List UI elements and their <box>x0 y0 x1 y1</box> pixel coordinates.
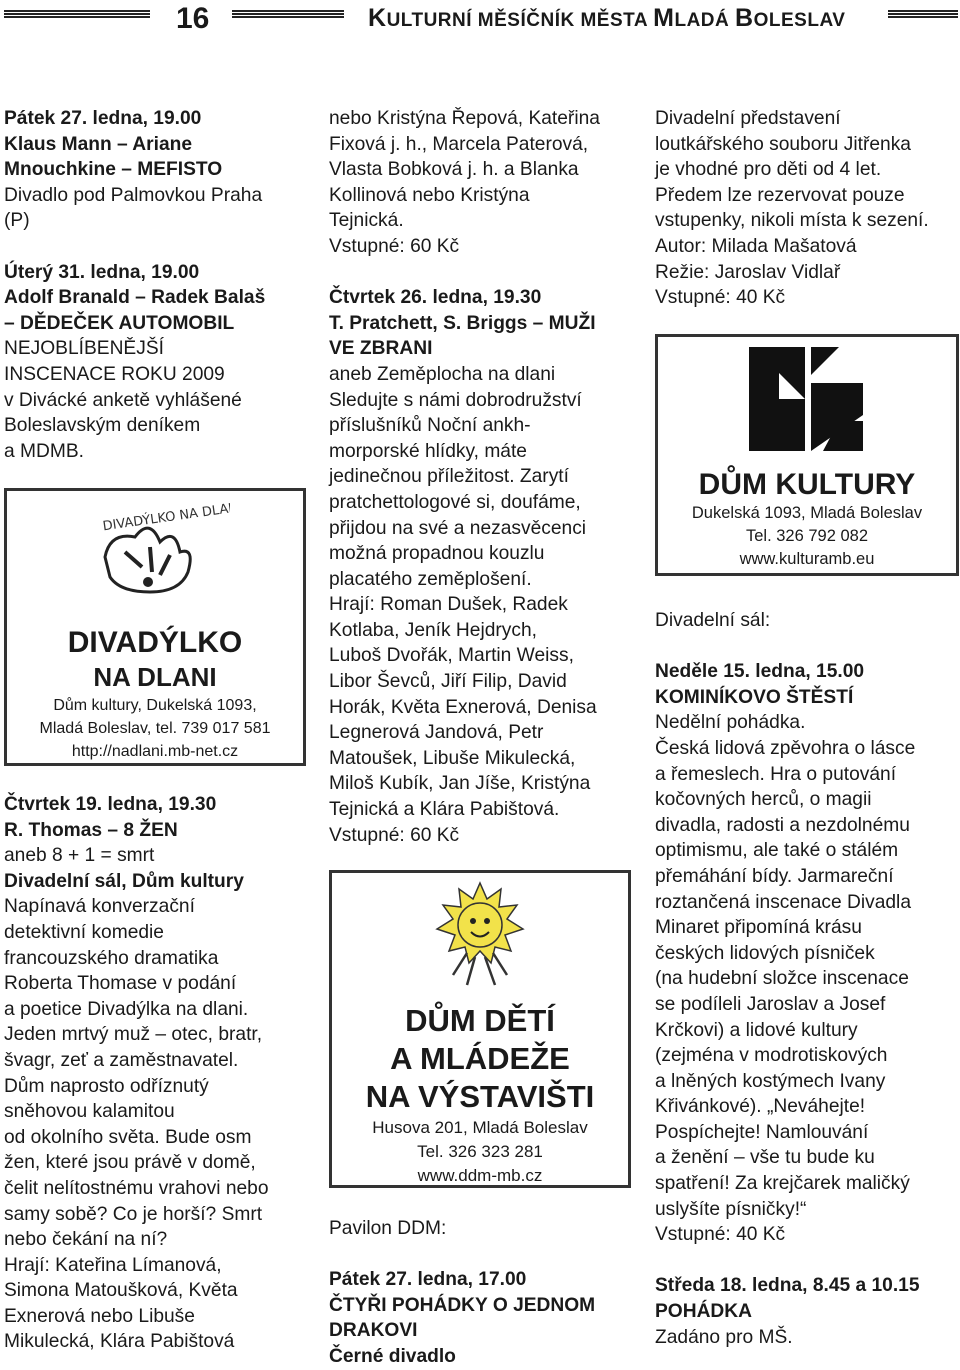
dum-kultury-logo-icon <box>743 343 871 455</box>
text-line: příslušníků Noční ankh- <box>329 415 531 437</box>
text-line: Mikulecká, Klára Pabištová <box>4 1331 235 1353</box>
header-rule-left <box>4 10 150 19</box>
text-line: (P) <box>4 210 30 232</box>
ad-url: www.ddm-mb.cz <box>417 1166 543 1185</box>
event-heading: Čtvrtek 26. ledna, 19.30 <box>329 287 542 309</box>
text-line: Autor: Milada Mašatová <box>655 235 857 257</box>
text-line: od okolního světa. Bude osm <box>4 1126 252 1148</box>
text-line: INSCENACE ROKU 2009 <box>4 363 225 385</box>
ad-phone: Mladá Boleslav, tel. 739 017 581 <box>39 720 271 737</box>
event-description <box>4 894 304 1355</box>
event-venue: Divadelní sál, Dům kultury <box>4 870 244 892</box>
text-line: Nedělní pohádka. <box>655 712 806 734</box>
text-line: Miloš Kubík, Jan Jíše, Kristýna <box>329 773 591 795</box>
page-number: 16 <box>176 2 210 35</box>
ad-address: Husova 201, Mladá Boleslav <box>372 1118 588 1137</box>
text-line: se podíleli Jaroslav a Josef <box>655 993 886 1015</box>
sun-mascot-icon <box>405 877 555 989</box>
text-line: nebo Kristýna Řepová, Kateřina <box>329 108 600 129</box>
text-line: loutkářského souboru Jitřenka <box>655 133 911 155</box>
text-line: přemáhání bídy. Jarmareční <box>655 865 894 887</box>
text-line: optimismu, ale také o stálém <box>655 840 899 862</box>
text-line: NEJOBLÍBENĚJŠÍ <box>4 338 164 360</box>
event-heading: DRAKOVI <box>329 1320 418 1342</box>
event-heading: Klaus Mann – Ariane <box>4 133 193 155</box>
ad-title: DIVADÝLKO <box>67 626 243 659</box>
text-line: Minaret připomíná krásu <box>655 917 862 939</box>
ad-phone: Tel. 326 323 281 <box>417 1142 543 1161</box>
text-line: aneb 8 + 1 = smrt <box>4 845 155 867</box>
header-rule-middle <box>232 10 344 19</box>
ad-phone: Tel. 326 792 082 <box>745 527 869 545</box>
text-line: Divadelní představení <box>655 108 841 129</box>
header-rule-right <box>888 10 958 19</box>
ad-title: DŮM KULTURY <box>698 468 916 501</box>
ad-title: A MLÁDEŽE <box>390 1041 570 1076</box>
event-heading: Pátek 27. ledna, 17.00 <box>329 1269 527 1291</box>
text-line: Vstupné: 40 Kč <box>655 1224 786 1246</box>
text-line: sněhovou kalamitou <box>4 1101 175 1123</box>
text-line: francouzského dramatika <box>4 947 219 969</box>
event-description <box>329 362 629 848</box>
text-line: Tejnická a Klára Pabištová. <box>329 799 560 821</box>
text-line: Boleslavským deníkem <box>4 415 201 437</box>
text-line: kočovných herců, o magii <box>655 789 872 811</box>
column-2 <box>329 106 629 848</box>
text-line: Libor Ševců, Jiří Filip, David <box>329 671 567 693</box>
text-line: roztančená inscenace Divadla <box>655 891 911 913</box>
text-line: Roberta Thomase v podání <box>4 973 237 995</box>
text-line: aneb Zeměplocha na dlani <box>329 363 556 385</box>
text-line: Horák, Květa Exnerová, Denisa <box>329 696 597 718</box>
text-line: a ženění – vše tu bude ku <box>655 1147 875 1169</box>
event-heading: POHÁDKA <box>655 1301 753 1323</box>
event-heading: VE ZBRANI <box>329 338 433 360</box>
text-line: uslyšíte písničky!“ <box>655 1198 807 1220</box>
text-line: Vstupné: 40 Kč <box>655 287 786 309</box>
text-line: detektivní komedie <box>4 921 164 943</box>
text-line: Legnerová Jandová, Petr <box>329 722 544 744</box>
column-2-lower <box>329 1216 629 1370</box>
text-line: čelit nelítostnému vrahovi nebo <box>4 1177 269 1199</box>
text-line: nebo čekání na ní? <box>4 1229 168 1251</box>
ad-address: Dukelská 1093, Mladá Boleslav <box>691 504 923 522</box>
text-line: žen, které jsou právě v domě, <box>4 1152 256 1174</box>
text-line: Vlasta Bobková j. h. a Blanka <box>329 159 579 181</box>
ad-url: http://nadlani.mb-net.cz <box>71 743 239 760</box>
event-description <box>655 106 955 311</box>
ad-title: NA DLANI <box>93 662 217 692</box>
event-heading: ČTYŘI POHÁDKY O JEDNOM <box>329 1294 596 1316</box>
text-line: možná propadnou kouzlu <box>329 543 545 565</box>
event-heading: Čtvrtek 19. ledna, 19.30 <box>4 794 217 815</box>
text-line: Hrají: Roman Dušek, Radek <box>329 594 568 616</box>
text-line: Simona Matoušková, Květa <box>4 1280 238 1302</box>
text-line: a lněných kostýmech Ivany <box>655 1070 886 1092</box>
text-line: je vhodné pro děti od 4 let. <box>655 159 882 181</box>
event-heading: Pátek 27. ledna, 19.00 <box>4 108 202 129</box>
event-heading: Černé divadlo <box>329 1345 456 1367</box>
event-heading: Mnouchkine – MEFISTO <box>4 159 223 181</box>
text-line: přijdou na své a nezasvěcenci <box>329 517 587 539</box>
event-heading: KOMINÍKOVO ŠTĚSTÍ <box>655 686 854 708</box>
text-line: (na hudební složce inscenace <box>655 968 909 990</box>
column-1 <box>4 106 304 464</box>
text-line: Matoušek, Libuše Mikulecká, <box>329 747 576 769</box>
column-3 <box>655 106 955 311</box>
event-heading: T. Pratchett, S. Briggs – MUŽI <box>329 312 596 334</box>
text-line: Divadlo pod Palmovkou Praha <box>4 184 263 206</box>
text-line: Tejnická. <box>329 210 404 232</box>
text-line: spatření! Za krejčarek maličký <box>655 1173 910 1195</box>
event-heading: R. Thomas – 8 ŽEN <box>4 819 178 841</box>
text-line: Fixová j. h., Marcela Paterová, <box>329 133 589 155</box>
text-line: divadla, radosti a nezdolnému <box>655 814 910 836</box>
text-line: a řemeslech. Hra o putování <box>655 763 897 785</box>
ad-title: NA VÝSTAVIŠTI <box>365 1079 595 1114</box>
event-description <box>655 710 955 1247</box>
text-line: Předem lze rezervovat pouze <box>655 184 905 206</box>
ad-dum-deti-a-mladeze <box>329 870 631 1188</box>
ad-divadylko-na-dlani <box>4 488 306 766</box>
text-line: a MDMB. <box>4 440 84 462</box>
text-line: českých lidových písniček <box>655 942 875 964</box>
text-line: a poetice Divadýlka na dlani. <box>4 998 249 1020</box>
venue-label: Pavilon DDM: <box>329 1218 447 1239</box>
text-line: Krčkovi) a lidové kultury <box>655 1019 858 1041</box>
event-heading: – DĚDEČEK AUTOMOBIL <box>4 312 235 334</box>
hand-logo-icon <box>80 497 230 609</box>
text-line: švagr, zeť a zaměstnavatel. <box>4 1049 239 1071</box>
text-line: Režie: Jaroslav Vidlař <box>655 261 841 283</box>
text-line: Křivánkové). „Neváhejte! <box>655 1096 866 1118</box>
text-line: Pospíchejte! Namlouvání <box>655 1121 869 1143</box>
text-line: Česká lidová zpěvohra o lásce <box>655 737 916 759</box>
text-line: Napínavá konverzační <box>4 896 195 918</box>
column-1-lower <box>4 792 304 1355</box>
text-line: Sledujte s námi dobrodružství <box>329 389 582 411</box>
text-line: morporské hlídky, máte <box>329 440 527 462</box>
column-3-lower <box>655 608 955 1350</box>
event-heading: Středa 18. ledna, 8.45 a 10.15 <box>655 1275 920 1297</box>
text-line: Zadáno pro MŠ. <box>655 1326 793 1348</box>
venue-label: Divadelní sál: <box>655 610 771 631</box>
ad-title: DŮM DĚTÍ <box>405 1003 555 1038</box>
text-line: Hrají: Kateřina Límanová, <box>4 1254 222 1276</box>
text-line: pratchettologové si, doufáme, <box>329 491 581 513</box>
ad-address: Dům kultury, Dukelská 1093, <box>53 697 257 714</box>
event-heading: Neděle 15. ledna, 15.00 <box>655 661 865 683</box>
event-heading: Úterý 31. ledna, 19.00 <box>4 261 200 283</box>
text-line: vstupenky, nikoli místa k sezení. <box>655 210 929 232</box>
text-line: Vstupné: 60 Kč <box>329 824 460 846</box>
text-line: samy sobě? Co je horší? Smrt <box>4 1203 263 1225</box>
header-title: KULTURNÍ MĚSÍČNÍK MĚSTA MLADÁ BOLESLAV <box>368 4 846 32</box>
text-line: Luboš Dvořák, Martin Weiss, <box>329 645 574 667</box>
svg-text:DIVADÝLKO NA DLANI: DIVADÝLKO NA DLANI <box>101 499 230 535</box>
event-heading: Adolf Branald – Radek Balaš <box>4 287 266 309</box>
text-line: Jeden mrtvý muž – otec, bratr, <box>4 1024 263 1046</box>
text-line: Kotlaba, Jeník Hejdrych, <box>329 619 537 641</box>
text-line: Vstupné: 60 Kč <box>329 235 460 257</box>
ad-dum-kultury <box>655 334 959 576</box>
event-description <box>329 106 629 260</box>
ad-url: www.kulturamb.eu <box>739 550 875 568</box>
text-line: v Divácké anketě vyhlášené <box>4 389 242 411</box>
text-line: Kollinová nebo Kristýna <box>329 184 530 206</box>
text-line: Dům naprosto odříznutý <box>4 1075 209 1097</box>
text-line: jedinečnou příležitost. Zarytí <box>329 466 569 488</box>
text-line: Exnerová nebo Libuše <box>4 1305 195 1327</box>
text-line: placatého zeměplošení. <box>329 568 532 590</box>
text-line: (zejména v modrotiskových <box>655 1045 888 1067</box>
